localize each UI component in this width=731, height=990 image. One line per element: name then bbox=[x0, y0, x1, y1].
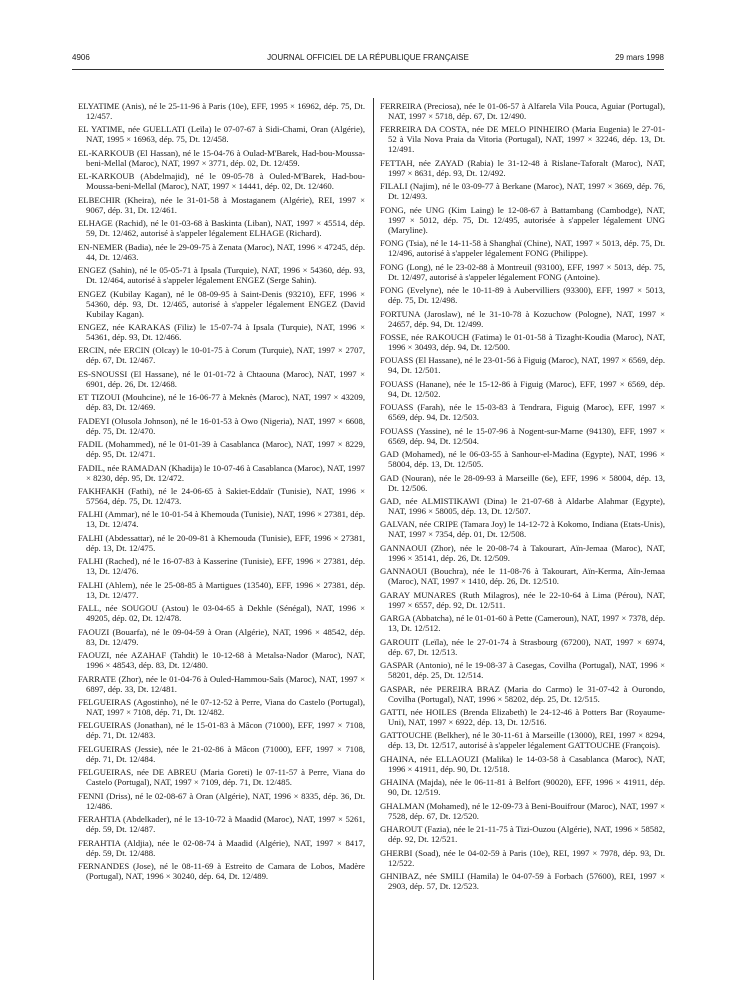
register-entry: FADEYI (Olusola Johnson), né le 16-01-53 à Owo (Nigeria), NAT, 1997 × 6608, dép. 75, Dt. 12/470. bbox=[78, 415, 365, 436]
register-entry: FONG (Tsia), né le 14-11-58 à Shanghaï (Chine), NAT, 1997 × 5013, dép. 75, Dt. 12/496, autorisé à s'appeler légalement FONG (Philippe). bbox=[380, 238, 665, 259]
register-entry: FONG (Long), né le 23-02-88 à Montreuil (93100), EFF, 1997 × 5013, dép. 75, Dt. 12/497, autorisé à s'appeler légalement FONG (Antoine). bbox=[380, 261, 665, 282]
register-entry: FAKHFAKH (Fathi), né le 24-06-65 à Sakiet-Eddaïr (Tunisie), NAT, 1996 × 57564, dép. 75, Dt. 12/473. bbox=[78, 486, 365, 506]
register-entry: FONG, née UNG (Kim Laing) le 12-08-67 à Battambang (Cambodge), NAT, 1997 × 5012, dép. 75, Dt. 12/495, autorisée à s'appeler légalement UNG (Maryline). bbox=[380, 204, 665, 235]
register-entry: FELGUEIRAS, née DE ABREU (Maria Goreti) le 07-11-57 à Perre, Viana do Castelo (Portugal), NAT, 1997 × 7109, dép. 71, Dt. 12/485. bbox=[78, 767, 365, 788]
register-entry: GAD (Nouran), née le 28-09-93 à Marseille (6e), EFF, 1996 × 58004, dép. 13, Dt. 12/506. bbox=[380, 472, 665, 493]
register-entry: GHAINA (Majda), née le 06-11-81 à Belfort (90020), EFF, 1996 × 41911, dép. 90, Dt. 12/519. bbox=[380, 777, 665, 798]
register-entry: GATTI, née HOILES (Brenda Elizabeth) le 24-12-46 à Potters Bar (Royaume-Uni), NAT, 1997 × 6922, dép. 13, Dt. 12/516. bbox=[380, 706, 665, 727]
register-entry: FERREIRA (Preciosa), née le 01-06-57 à Alfarela Vila Pouca, Aguiar (Portugal), NAT, 1997 × 5718, dép. 67, Dt. 12/490. bbox=[380, 101, 665, 121]
register-entry: FELGUEIRAS (Jonathan), né le 15-01-83 à Mâcon (71000), EFF, 1997 × 7108, dép. 71, Dt. 12/483. bbox=[78, 720, 365, 741]
register-entry: FOSSE, née RAKOUCH (Fatima) le 01-01-58 à Tizaght-Koudia (Maroc), NAT, 1996 × 30493, dép. 94, Dt. 12/500. bbox=[380, 331, 665, 352]
register-entry: GANNAOUI (Zhor), née le 20-08-74 à Takourart, Aïn-Jemaa (Maroc), NAT, 1996 × 35141, dép. 26, Dt. 12/509. bbox=[380, 542, 665, 563]
register-entry: FETTAH, née ZAYAD (Rabia) le 31-12-48 à Rislane-Taforalt (Maroc), NAT, 1997 × 8631, dép. 93, Dt. 12/492. bbox=[380, 157, 665, 178]
register-entry: FALHI (Ahlem), née le 25-08-85 à Martigues (13540), EFF, 1996 × 27381, dép. 13, Dt. 12/477. bbox=[78, 579, 365, 600]
register-entry: GHALMAN (Mohamed), né le 12-09-73 à Beni-Bouifrour (Maroc), NAT, 1997 × 7528, dép. 67, Dt. 12/520. bbox=[380, 800, 665, 821]
register-entry: FERAHTIA (Abdelkader), né le 13-10-72 à Maadid (Maroc), NAT, 1997 × 5261, dép. 59, Dt. 12/487. bbox=[78, 814, 365, 835]
register-entry: ES-SNOUSSI (El Hassane), né le 01-01-72 à Chtaouna (Maroc), NAT, 1997 × 6901, dép. 26, Dt. 12/468. bbox=[78, 368, 365, 389]
register-entry: FOUASS (El Hassane), né le 23-01-56 à Figuig (Maroc), NAT, 1997 × 6569, dép. 94, Dt. 12/501. bbox=[380, 355, 665, 376]
register-entry: ET TIZOUI (Mouhcine), né le 16-06-77 à Meknès (Maroc), NAT, 1997 × 43209, dép. 83, Dt. 12/469. bbox=[78, 392, 365, 413]
register-entry: GASPAR (Antonio), né le 19-08-37 à Casegas, Covilha (Portugal), NAT, 1996 × 58201, dép. 25, Dt. 12/514. bbox=[380, 660, 665, 681]
page-number: 4906 bbox=[72, 53, 90, 62]
register-entry: GHAINA, née ELLAOUZI (Malika) le 14-03-58 à Casablanca (Maroc), NAT, 1996 × 41911, dép. 90, Dt. 12/518. bbox=[380, 753, 665, 774]
register-entry: FALHI (Rached), né le 16-07-83 à Kasserine (Tunisie), EFF, 1996 × 27381, dép. 13, Dt. 12/476. bbox=[78, 556, 365, 577]
right-column bbox=[380, 101, 665, 894]
header-rule bbox=[72, 69, 664, 70]
register-entry: FARRATE (Zhor), née le 01-04-76 à Ouled-Hammou-Saïs (Maroc), NAT, 1997 × 6897, dép. 33, Dt. 12/481. bbox=[78, 673, 365, 694]
register-entry: GANNAOUI (Bouchra), née le 11-08-76 à Takourart, Aïn-Kerma, Aïn-Jemaa (Maroc), NAT, 1997 × 1410, dép. 26, Dt. 12/510. bbox=[380, 566, 665, 587]
register-entry: ELHAGE (Rachid), né le 01-03-68 à Baskinta (Liban), NAT, 1997 × 45514, dép. 59, Dt. 12/462, autorisé à s'appeler légalement ELHAGE (Richard). bbox=[78, 218, 365, 239]
register-entry: FONG (Evelyne), née le 10-11-89 à Aubervilliers (93300), EFF, 1997 × 5013, dép. 75, Dt. 12/498. bbox=[380, 285, 665, 306]
register-entry: FOUASS (Farah), née le 15-03-83 à Tendrara, Figuig (Maroc), EFF, 1997 × 6569, dép. 94, Dt. 12/503. bbox=[380, 402, 665, 423]
register-entry: FERAHTIA (Aldjia), née le 02-08-74 à Maadid (Algérie), NAT, 1997 × 8417, dép. 59, Dt. 12/488. bbox=[78, 837, 365, 858]
register-entry: EN-NEMER (Badia), née le 29-09-75 à Zenata (Maroc), NAT, 1996 × 47245, dép. 44, Dt. 12/463. bbox=[78, 241, 365, 262]
register-entry: GAD (Mohamed), né le 06-03-55 à Sanhour-el-Madina (Egypte), NAT, 1996 × 58004, dép. 13, Dt. 12/505. bbox=[380, 449, 665, 470]
page-header bbox=[72, 53, 664, 67]
register-entry: ERCIN, née ERCIN (Olcay) le 10-01-75 à Corum (Turquie), NAT, 1997 × 2707, dép. 67, Dt. 12/467. bbox=[78, 345, 365, 366]
register-entry: FOUASS (Hanane), née le 15-12-86 à Figuig (Maroc), EFF, 1997 × 6569, dép. 94, Dt. 12/502. bbox=[380, 378, 665, 399]
column-divider bbox=[373, 98, 374, 980]
register-entry: FELGUEIRAS (Jessie), née le 21-02-86 à Mâcon (71000), EFF, 1997 × 7108, dép. 71, Dt. 12/484. bbox=[78, 743, 365, 764]
register-entry: FADIL (Mohammed), né le 01-01-39 à Casablanca (Maroc), NAT, 1997 × 8229, dép. 95, Dt. 12/471. bbox=[78, 439, 365, 460]
register-entry: ELYATIME (Anis), né le 25-11-96 à Paris (10e), EFF, 1995 × 16962, dép. 75, Dt. 12/457. bbox=[78, 101, 365, 121]
register-entry: EL YATIME, née GUELLATI (Leïla) le 07-07-67 à Sidi-Chami, Oran (Algérie), NAT, 1995 × 16963, dép. 75, Dt. 12/458. bbox=[78, 124, 365, 145]
register-entry: FADIL, née RAMADAN (Khadija) le 10-07-46 à Casablanca (Maroc), NAT, 1997 × 8230, dép. 95, Dt. 12/472. bbox=[78, 462, 366, 483]
issue-date: 29 mars 1998 bbox=[615, 53, 664, 62]
register-entry: GARGA (Abbatcha), né le 01-01-60 à Pette (Cameroun), NAT, 1997 × 7378, dép. 13, Dt. 12/512. bbox=[380, 613, 665, 634]
register-entry: FELGUEIRAS (Agostinho), né le 07-12-52 à Perre, Viana do Castelo (Portugal), NAT, 1997 × 7108, dép. 71, Dt. 12/482. bbox=[78, 696, 365, 717]
register-entry: GAROUIT (Leïla), née le 27-01-74 à Strasbourg (67200), NAT, 1997 × 6974, dép. 67, Dt. 12/513. bbox=[380, 636, 665, 657]
register-entry: GASPAR, née PEREIRA BRAZ (Maria do Carmo) le 31-07-42 à Ourondo, Covilha (Portugal), NAT, 1996 × 58202, dép. 25, Dt. 12/515. bbox=[380, 683, 665, 704]
register-entry: FERNANDES (Jose), né le 08-11-69 à Estreito de Camara de Lobos, Madère (Portugal), NAT, 1996 × 30240, dép. 64, Dt. 12/489. bbox=[78, 861, 365, 881]
register-entry: GHERBI (Soad), née le 04-02-59 à Paris (10e), REI, 1997 × 7978, dép. 93, Dt. 12/522. bbox=[380, 847, 665, 868]
register-entry: FAOUZI (Bouarfa), né le 09-04-59 à Oran (Algérie), NAT, 1996 × 48542, dép. 83, Dt. 12/479. bbox=[78, 626, 365, 647]
register-entry: FALHI (Ammar), né le 10-01-54 à Khemouda (Tunisie), NAT, 1996 × 27381, dép. 13, Dt. 12/474. bbox=[78, 509, 365, 530]
register-entry: FERREIRA DA COSTA, née DE MELO PINHEIRO (Maria Eugenia) le 27-01-52 à Vila Nova Praia da Vitoria (Portugal), NAT, 1997 × 32246, dép. 13, Dt. 12/491. bbox=[380, 124, 665, 155]
register-entry: GALVAN, née CRIPE (Tamara Joy) le 14-12-72 à Kokomo, Indiana (Etats-Unis), NAT, 1997 × 7354, dép. 01, Dt. 12/508. bbox=[380, 519, 665, 540]
register-entry: GATTOUCHE (Belkher), né le 30-11-61 à Marseille (13000), REI, 1997 × 8294, dép. 13, Dt. 12/517, autorisé à s'appeler légalement GATTOUCHE (François). bbox=[380, 730, 665, 751]
register-entry: ENGEZ (Kubilay Kagan), né le 08-09-95 à Saint-Denis (93210), EFF, 1996 × 54360, dép. 93, Dt. 12/465, autorisé à s'appeler légalement ENGEZ (David Kubilay Kagan). bbox=[78, 288, 365, 319]
register-entry: FALHI (Abdessattar), né le 20-09-81 à Khemouda (Tunisie), EFF, 1996 × 27381, dép. 13, Dt. 12/475. bbox=[78, 532, 365, 553]
register-entry: FALL, née SOUGOU (Astou) le 03-04-65 à Dekhle (Sénégal), NAT, 1996 × 49205, dép. 02, Dt. 12/478. bbox=[78, 603, 365, 624]
register-entry: GHNIBAZ, née SMILI (Hamila) le 04-07-59 à Forbach (57600), REI, 1997 × 2903, dép. 57, Dt. 12/523. bbox=[380, 871, 665, 891]
register-entry: GARAY MUNARES (Ruth Milagros), née le 22-10-64 à Lima (Pérou), NAT, 1997 × 6557, dép. 92, Dt. 12/511. bbox=[380, 589, 665, 610]
register-entry: EL-KARKOUB (Abdelmajid), né le 09-05-78 à Ouled-M'Barek, Had-bou-Moussa-beni-Mellal (Maroc), NAT, 1997 × 14441, dép. 02, Dt. 12/460. bbox=[78, 171, 365, 192]
register-entry: FILALI (Najim), né le 03-09-77 à Berkane (Maroc), NAT, 1997 × 3669, dép. 76, Dt. 12/493. bbox=[380, 181, 665, 202]
register-entry: FORTUNA (Jaroslaw), né le 31-10-78 à Kozuchow (Pologne), NAT, 1997 × 24657, dép. 94, Dt. 12/499. bbox=[380, 308, 665, 329]
register-entry: GHAROUT (Fazia), née le 21-11-75 à Tizi-Ouzou (Algérie), NAT, 1996 × 58582, dép. 92, Dt. 12/521. bbox=[380, 824, 665, 845]
register-entry: FOUASS (Yassine), né le 15-07-96 à Nogent-sur-Marne (94130), EFF, 1997 × 6569, dép. 94, Dt. 12/504. bbox=[380, 425, 665, 446]
register-entry: EL-KARKOUB (El Hassan), né le 15-04-76 à Oulad-M'Barek, Had-bou-Moussa-beni-Mellal (Maroc), NAT, 1997 × 3771, dép. 02, Dt. 12/459. bbox=[78, 147, 365, 168]
register-entry: ENGEZ (Sahin), né le 05-05-71 à Ipsala (Turquie), NAT, 1996 × 54360, dép. 93, Dt. 12/464, autorisé à s'appeler légalement ENGEZ (Serge Sahin). bbox=[78, 265, 365, 286]
register-entry: FENNI (Driss), né le 02-08-67 à Oran (Algérie), NAT, 1996 × 8335, dép. 36, Dt. 12/486. bbox=[78, 790, 365, 811]
register-entry: GAD, née ALMISTIKAWI (Dina) le 21-07-68 à Aldarbe Alahmar (Egypte), NAT, 1996 × 58005, dép. 13, Dt. 12/507. bbox=[380, 496, 665, 516]
register-entry: FAOUZI, née AZAHAF (Tahdit) le 10-12-68 à Metalsa-Nador (Maroc), NAT, 1996 × 48543, dép. 83, Dt. 12/480. bbox=[78, 650, 365, 671]
left-column bbox=[78, 101, 365, 884]
register-entry: ELBECHIR (Kheira), née le 31-01-58 à Mostaganem (Algérie), REI, 1997 × 9067, dép. 31, Dt. 12/461. bbox=[78, 194, 365, 215]
journal-title: JOURNAL OFFICIEL DE LA RÉPUBLIQUE FRANÇAISE bbox=[267, 53, 469, 62]
register-entry: ENGEZ, née KARAKAS (Filiz) le 15-07-74 à Ipsala (Turquie), NAT, 1996 × 54361, dép. 93, Dt. 12/466. bbox=[78, 321, 365, 342]
